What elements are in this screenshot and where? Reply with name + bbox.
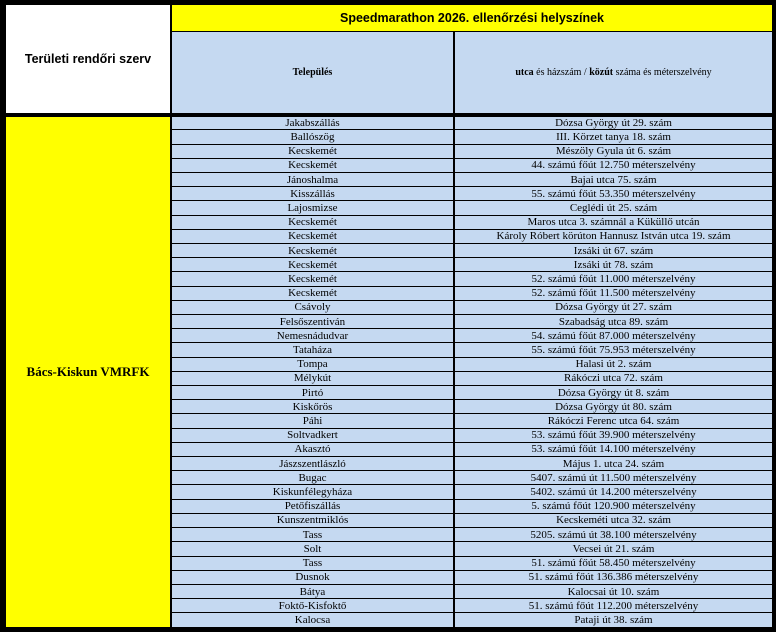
town-cell: Csávoly [171,300,454,314]
town-cell: Foktő-Kisfoktő [171,599,454,613]
region-label: Bács-Kiskun VMRFK [26,364,150,380]
address-cell: 54. számú főút 87.000 méterszelvény [454,329,773,343]
address-cell: 44. számú főút 12.750 méterszelvény [454,158,773,172]
town-cell: Dusnok [171,570,454,584]
town-cell: Felsőszentiván [171,315,454,329]
town-cell: Bátya [171,584,454,598]
address-cell: Dózsa György út 80. szám [454,400,773,414]
region-cell [5,115,171,627]
address-cell: Dózsa György út 8. szám [454,386,773,400]
town-cell: Kecskemét [171,229,454,243]
town-cell: Kecskemét [171,286,454,300]
address-cell: III. Körzet tanya 18. szám [454,130,773,144]
address-cell: 51. számú főút 112.200 méterszelvény [454,599,773,613]
town-cell: Petőfiszállás [171,499,454,513]
town-cell: Kecskemét [171,144,454,158]
town-cell: Kecskemét [171,258,454,272]
address-cell: 52. számú főút 11.000 méterszelvény [454,272,773,286]
address-cell: 51. számú főút 58.450 méterszelvény [454,556,773,570]
town-cell: Jászszentlászló [171,457,454,471]
town-cell: Kecskemét [171,244,454,258]
town-cell: Kalocsa [171,613,454,628]
town-cell: Tompa [171,357,454,371]
address-header-bold-kozut: közút [589,67,614,79]
address-cell: Halasi út 2. szám [454,357,773,371]
table-header [5,5,773,116]
town-cell: Kunszentmiklós [171,513,454,527]
address-header-bold-utca: utca [515,67,534,79]
address-cell: Dózsa György út 27. szám [454,300,773,314]
town-column-header-cell [171,32,454,115]
town-cell: Kecskemét [171,158,454,172]
address-cell: Rákóczi utca 72. szám [454,371,773,385]
address-cell: 52. számú főút 11.500 méterszelvény [454,286,773,300]
town-cell: Tass [171,528,454,542]
address-cell: Izsáki út 78. szám [454,258,773,272]
address-cell: 51. számú főút 136.386 méterszelvény [454,570,773,584]
address-cell: Bajai utca 75. szám [454,173,773,187]
table-title-cell [171,5,773,32]
town-cell: Bugac [171,471,454,485]
town-cell: Tass [171,556,454,570]
org-column-header-cell [5,5,171,116]
address-cell: 5. számú főút 120.900 méterszelvény [454,499,773,513]
address-cell: Kecskeméti utca 32. szám [454,513,773,527]
town-column-header-label: Település [292,67,333,79]
address-cell: Izsáki út 67. szám [454,244,773,258]
town-cell: Soltvadkert [171,428,454,442]
address-cell: Ceglédi út 25. szám [454,201,773,215]
town-cell: Lajosmizse [171,201,454,215]
address-cell: Vecsei út 21. szám [454,542,773,556]
address-cell: Dózsa György út 29. szám [454,115,773,130]
town-cell: Kecskemét [171,272,454,286]
table-body [5,115,773,627]
town-cell: Tataháza [171,343,454,357]
town-cell: Mélykút [171,371,454,385]
address-column-header-cell [454,32,773,115]
speedmarathon-table [4,4,774,628]
address-cell: 5407. számú út 11.500 méterszelvény [454,471,773,485]
address-cell: Károly Róbert körúton Hannusz István utca 19. szám [454,229,773,243]
town-cell: Páhi [171,414,454,428]
address-cell: 55. számú főút 53.350 méterszelvény [454,187,773,201]
town-cell: Kecskemét [171,215,454,229]
address-cell: 53. számú főút 14.100 méterszelvény [454,442,773,456]
address-cell: 5402. számú út 14.200 méterszelvény [454,485,773,499]
town-cell: Kiskunfélegyháza [171,485,454,499]
address-cell: Szabadság utca 89. szám [454,315,773,329]
town-cell: Kiskőrös [171,400,454,414]
address-cell: Május 1. utca 24. szám [454,457,773,471]
town-cell: Akasztó [171,442,454,456]
address-cell: Rákóczi Ferenc utca 64. szám [454,414,773,428]
address-header-text-2: száma és méterszelvény [613,67,712,79]
town-cell: Pirtó [171,386,454,400]
title-row [5,5,773,32]
town-cell: Nemesnádudvar [171,329,454,343]
address-cell: 55. számú főút 75.953 méterszelvény [454,343,773,357]
address-cell: Mészöly Gyula út 6. szám [454,144,773,158]
town-cell: Jánoshalma [171,173,454,187]
address-cell: Pataji út 38. szám [454,613,773,628]
address-cell: Maros utca 3. számnál a Küküllő utcán [454,215,773,229]
table-title: Speedmarathon 2026. ellenőrzési helyszínek [340,11,605,26]
address-cell: 5205. számú út 38.100 méterszelvény [454,528,773,542]
town-cell: Solt [171,542,454,556]
address-cell: 53. számú főút 39.900 méterszelvény [454,428,773,442]
address-header-text-1: és házszám / [533,67,590,79]
table-row [5,115,773,130]
town-cell: Jakabszállás [171,115,454,130]
org-column-header-label: Területi rendőri szerv [24,52,152,67]
town-cell: Ballószög [171,130,454,144]
address-cell: Kalocsai út 10. szám [454,584,773,598]
town-cell: Kisszállás [171,187,454,201]
